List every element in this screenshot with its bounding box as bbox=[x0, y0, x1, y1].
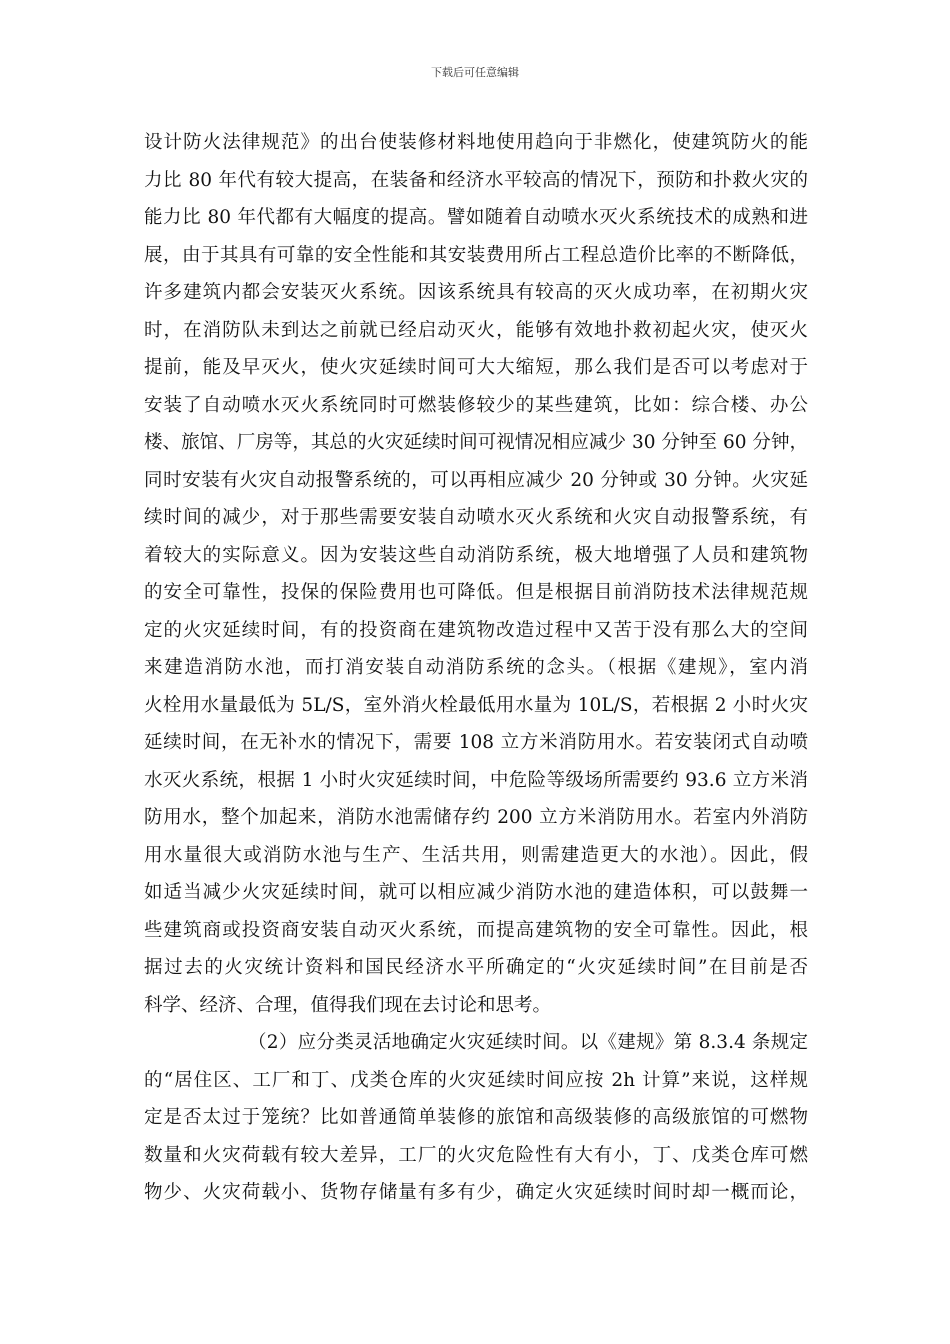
document-body bbox=[144, 124, 808, 1212]
text-line: 如适当减少火灾延续时间，就可以相应减少消防水池的建造体积，可以鼓舞一 bbox=[144, 882, 808, 903]
text-line: 能力比 80 年代都有大幅度的提高。譬如随着自动喷水灭火系统技术的成熟和进 bbox=[144, 207, 808, 228]
paragraph-1 bbox=[144, 124, 808, 1024]
paragraph-2 bbox=[144, 1024, 808, 1212]
text-line: 延续时间，在无补水的情况下，需要 108 立方米消防用水。若安装闭式自动喷 bbox=[144, 732, 808, 753]
text-line: 时，在消防队未到达之前就已经启动灭火，能够有效地扑救初起火灾，使灭火 bbox=[144, 319, 808, 341]
text-line: 来建造消防水池，而打消安装自动消防系统的念头。（根据《建规》，室内消 bbox=[144, 657, 808, 678]
text-line: 据过去的火灾统计资料和国民经济水平所确定的“火灾延续时间”在目前是否 bbox=[144, 957, 808, 978]
text-line: 火栓用水量最低为 5L/S，室外消火栓最低用水量为 10L/S，若根据 2 小时火灾 bbox=[144, 694, 808, 716]
text-line: 科学、经济、合理，值得我们现在去讨论和思考。 bbox=[144, 994, 552, 1016]
text-line: 楼、旅馆、厂房等，其总的火灾延续时间可视情况相应减少 30 分钟至 60 分钟， bbox=[144, 432, 808, 453]
text-line: 数量和火灾荷载有较大差异，工厂的火灾危险性有大有小，丁、戊类仓库可燃 bbox=[144, 1144, 808, 1166]
text-line: 物少、火灾荷载小、货物存储量有多有少，确定火灾延续时间时却一概而论， bbox=[144, 1182, 808, 1203]
text-line: 的“居住区、工厂和丁、戊类仓库的火灾延续时间应按 2h 计算”来说，这样规 bbox=[144, 1069, 808, 1091]
text-line: 许多建筑内都会安装灭火系统。因该系统具有较高的灭火成功率，在初期火灾 bbox=[144, 282, 808, 303]
text-line: 续时间的减少，对于那些需要安装自动喷水灭火系统和火灾自动报警系统，有 bbox=[144, 507, 808, 528]
text-line: 定是否太过于笼统？比如普通简单装修的旅馆和高级装修的高级旅馆的可燃物 bbox=[144, 1107, 808, 1128]
text-line: 防用水，整个加起来，消防水池需储存约 200 立方米消防用水。若室内外消防 bbox=[144, 807, 808, 828]
text-line: 些建筑商或投资商安装自动灭火系统，而提高建筑物的安全可靠性。因此，根 bbox=[144, 919, 808, 941]
text-line: 展，由于其具有可靠的安全性能和其安装费用所占工程总造价比率的不断降低， bbox=[144, 244, 808, 266]
text-line: 用水量很大或消防水池与生产、生活共用，则需建造更大的水池）。因此，假 bbox=[144, 844, 808, 866]
text-line: 设计防火法律规范》的出台使装修材料地使用趋向于非燃化，使建筑防火的能 bbox=[144, 132, 808, 153]
text-line: 水灭火系统，根据 1 小时火灾延续时间，中危险等级场所需要约 93.6 立方米消 bbox=[144, 769, 808, 791]
text-line: 着较大的实际意义。因为安装这些自动消防系统，极大地增强了人员和建筑物 bbox=[144, 544, 808, 566]
text-line: 力比 80 年代有较大提高，在装备和经济水平较高的情况下，预防和扑救火灾的 bbox=[144, 169, 808, 191]
text-line: （2）应分类灵活地确定火灾延续时间。以《建规》第 8.3.4 条规定 bbox=[248, 1032, 808, 1053]
text-line: 提前，能及早灭火，使火灾延续时间可大大缩短，那么我们是否可以考虑对于 bbox=[144, 357, 808, 378]
text-line: 同时安装有火灾自动报警系统的，可以再相应减少 20 分钟或 30 分钟。火灾延 bbox=[144, 469, 808, 491]
text-line: 的安全可靠性，投保的保险费用也可降低。但是根据目前消防技术法律规范规 bbox=[144, 582, 808, 603]
page-header: 下载后可任意编辑 bbox=[431, 66, 519, 79]
text-line: 安装了自动喷水灭火系统同时可燃装修较少的某些建筑，比如：综合楼、办公 bbox=[144, 394, 808, 416]
text-line: 定的火灾延续时间，有的投资商在建筑物改造过程中又苦于没有那么大的空间 bbox=[144, 619, 808, 641]
